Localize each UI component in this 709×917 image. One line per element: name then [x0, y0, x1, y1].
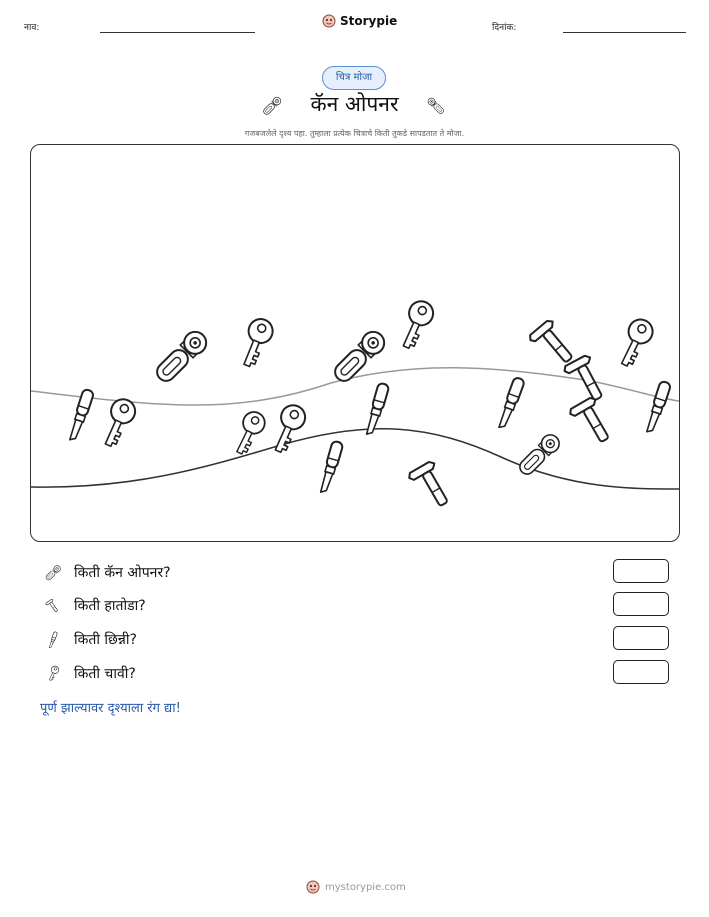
answer-box-key[interactable] [613, 660, 669, 684]
instructions: गजबजलेले दृश्य पहा. तुम्हाला प्रत्येक चित्राचे किती तुकडे सापडतात ते मोजा. [244, 129, 465, 138]
key-item [395, 297, 437, 352]
chisel-item [67, 389, 94, 443]
date-field[interactable] [563, 32, 686, 33]
brand-logo [322, 14, 397, 28]
hammer-item [407, 460, 454, 513]
answer-box-hammer[interactable] [613, 592, 669, 616]
category-badge: चित्र मोजा [322, 66, 386, 90]
footer-url[interactable]: mystorypie.com [325, 881, 406, 893]
hammer-item [563, 354, 609, 406]
coloring-note: पूर्ण झाल्यावर दृश्याला रंग द्या! [40, 701, 181, 716]
date-label: दिनांक: [492, 23, 517, 33]
question-key [40, 661, 670, 687]
footer [306, 880, 406, 894]
question-text: किती छिन्नी? [74, 632, 137, 648]
name-field[interactable] [100, 32, 255, 33]
key-item [97, 395, 139, 450]
name-label: नाव: [24, 23, 40, 33]
chisel-item [318, 440, 343, 494]
question-text: किती कॅन ओपनर? [74, 565, 171, 581]
question-text: किती चावी? [74, 666, 136, 682]
key-item [614, 315, 657, 370]
key-icon [40, 661, 66, 687]
hammer-item [568, 396, 615, 449]
can-opener-icon [422, 92, 450, 120]
storypie-mascot-icon [322, 14, 336, 28]
can-opener-item [152, 327, 211, 386]
question-text: किती हातोडा? [74, 598, 146, 614]
answer-box-chisel[interactable] [613, 626, 669, 650]
key-item [236, 315, 277, 369]
question-can-opener [40, 560, 670, 586]
chisel-item [497, 377, 525, 431]
hammer-icon [40, 593, 66, 619]
brand-name: Storypie [340, 14, 398, 28]
question-hammer [40, 593, 670, 619]
can-opener-item [330, 327, 389, 386]
can-opener-icon [40, 560, 66, 586]
answer-box-can-opener[interactable] [613, 559, 669, 583]
chisel-item [644, 381, 671, 435]
page-title: कॅन ओपनर [310, 92, 399, 116]
question-chisel [40, 627, 670, 653]
storypie-mascot-icon [306, 880, 320, 894]
chisel-icon [40, 627, 66, 653]
counting-scene [30, 144, 680, 542]
